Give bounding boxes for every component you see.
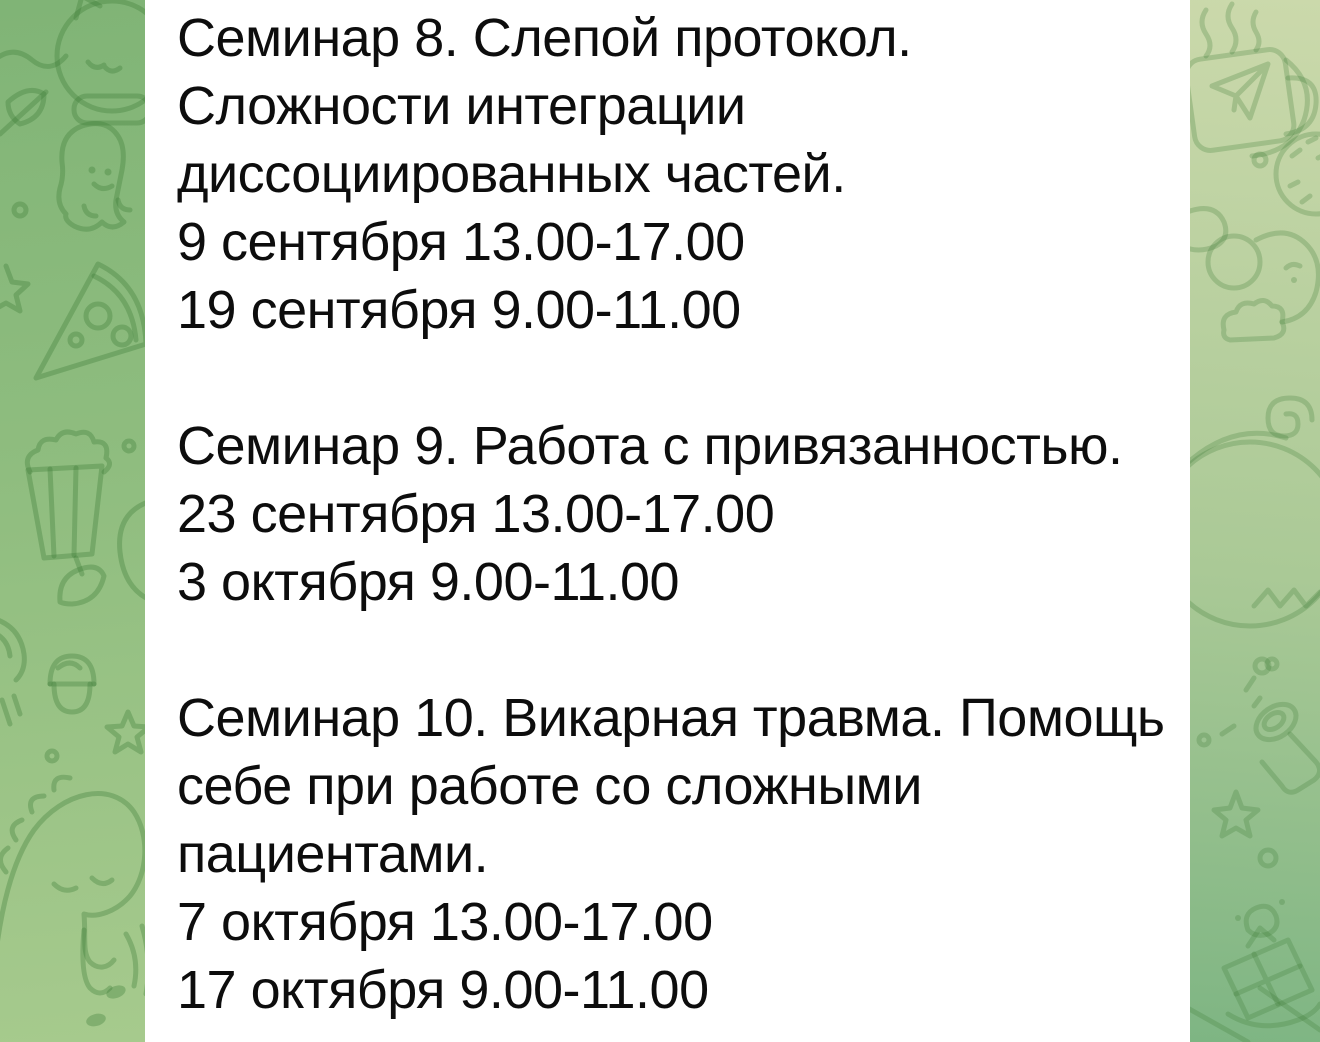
- message-line: Сложности интеграции: [177, 76, 746, 136]
- message-line: пациентами.: [177, 824, 489, 884]
- seminar-section-seminar-9: [177, 412, 1165, 616]
- dot-icon: [14, 204, 26, 216]
- seminar-section-seminar-8: [177, 4, 1165, 344]
- message-line: 17 октября 9.00-11.00: [177, 960, 709, 1020]
- message-line: 23 сентября 13.00-17.00: [177, 484, 775, 544]
- dot-icon: [47, 751, 57, 761]
- steam-icon: [1202, 4, 1259, 56]
- tally-marks-icon: [2, 696, 20, 724]
- cloud-icon: [1223, 300, 1284, 340]
- dot-icon: [1254, 154, 1266, 166]
- message-bubble[interactable]: [145, 0, 1190, 1042]
- message-line: 19 сентября 9.00-11.00: [177, 280, 741, 340]
- message-line: Семинар 9. Работа с привязанностью.: [177, 416, 1123, 476]
- star-half-icon: [0, 266, 28, 311]
- pizza-icon: [36, 264, 145, 378]
- ghost-icon: [59, 124, 130, 230]
- watermelon-icon: [0, 618, 24, 680]
- leaf-icon: [60, 558, 104, 604]
- chat-background-doodles-right: [1190, 0, 1320, 1042]
- message-line: 9 сентября 13.00-17.00: [177, 212, 745, 272]
- star-icon: [107, 712, 145, 752]
- seminar-section-seminar-10: [177, 684, 1165, 1024]
- message-text: [177, 4, 1165, 1024]
- message-line: 3 октября 9.00-11.00: [177, 552, 680, 612]
- chat-background-right: [1190, 0, 1320, 1042]
- popcorn-icon: [27, 432, 109, 558]
- message-line: себе при работе со сложными: [177, 756, 922, 816]
- gift-icon: [1224, 899, 1320, 1026]
- message-line: диссоциированных частей.: [177, 144, 846, 204]
- message-line: Семинар 8. Слепой протокол.: [177, 8, 912, 68]
- message-line: 7 октября 13.00-17.00: [177, 892, 713, 952]
- chat-background-doodles-left: [0, 0, 145, 1042]
- blob-icon: [120, 502, 145, 600]
- paper-plane-icon: [1212, 64, 1268, 118]
- star-icon: [1214, 792, 1258, 836]
- dot-icon: [1260, 850, 1276, 866]
- dinosaur-icon: [0, 777, 145, 1042]
- acorn-icon: [50, 656, 94, 712]
- wave-icon: [1254, 590, 1320, 606]
- spiral-icon: [1268, 398, 1312, 436]
- leaf-icon: [0, 90, 46, 134]
- chat-background-left: [0, 0, 145, 1042]
- cat-icon: [57, 0, 145, 123]
- dot-icon: [124, 441, 134, 451]
- flashlight-icon: [1199, 659, 1320, 792]
- blob-icon: [1190, 209, 1226, 250]
- bear-icon: [1208, 233, 1318, 322]
- message-line: Семинар 10. Викарная травма. Помощь: [177, 688, 1165, 748]
